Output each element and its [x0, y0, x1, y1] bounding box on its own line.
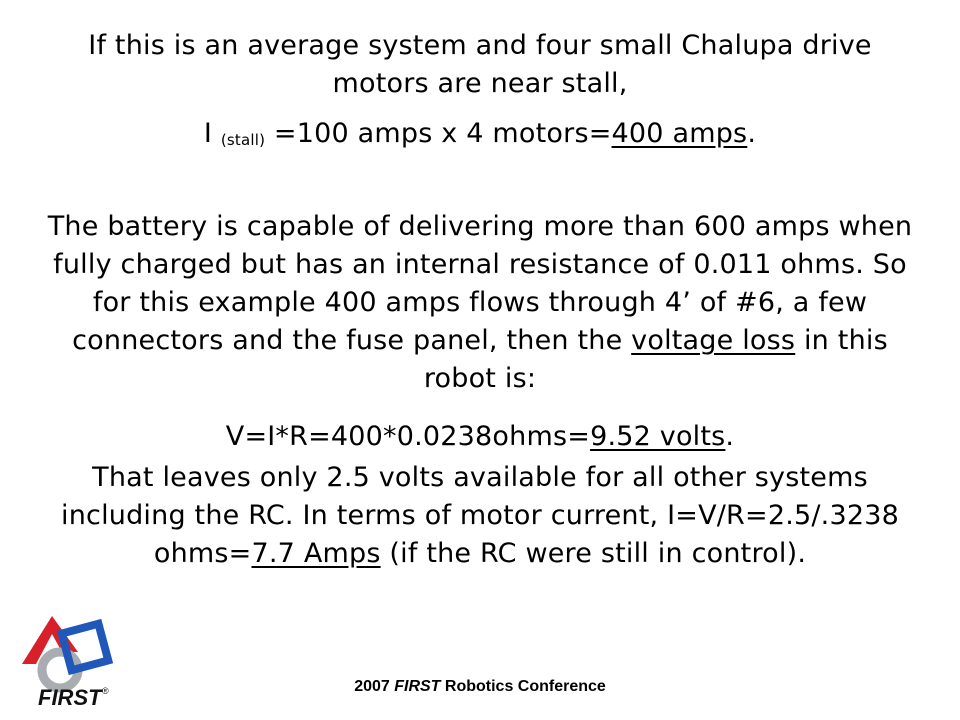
remaining-lead: That leaves only 2.5 volts available for all other systems including the RC. In terms of motor current, I=V/R=2.5/.3238 ohms=	[61, 462, 899, 569]
footer-conference	[0, 678, 960, 696]
logo-blue-square	[62, 624, 109, 671]
logo-registered-mark: ®	[102, 686, 109, 696]
stall-current-end: .	[747, 118, 757, 149]
stall-current-formula: =100 amps x 4 motors=	[265, 118, 612, 149]
voltage-formula-result: 9.52 volts	[590, 421, 726, 452]
remaining-end: (if the RC were still in control).	[380, 538, 807, 569]
paragraph-stall-current	[40, 115, 920, 159]
voltage-formula-lead: V=I*R=400*0.0238ohms=	[225, 421, 591, 452]
battery-text: The battery is capable of delivering more than 600 amps when fully charged but has an internal resistance of 0.011 ohms. So for this example 400 amps flows through 4’ of #6, a few connectors and the fuse panel, then the	[47, 211, 913, 356]
footer-brand: FIRST	[394, 678, 441, 695]
first-logo-icon	[10, 614, 140, 714]
voltage-formula-end: .	[725, 421, 735, 452]
paragraph-battery	[40, 208, 920, 398]
battery-end: in this robot is:	[423, 325, 888, 394]
intro-text: If this is an average system and four small Chalupa drive motors are near stall,	[88, 30, 872, 99]
voltage-loss-term: voltage loss	[631, 325, 796, 356]
stall-current-result: 400 amps	[611, 118, 748, 149]
paragraph-remaining-voltage	[40, 459, 920, 573]
paragraph-voltage-formula	[40, 418, 920, 456]
logo-wordmark: FIRST	[38, 685, 102, 710]
motor-current-result: 7.7 Amps	[251, 538, 381, 569]
footer-year: 2007	[354, 678, 395, 695]
footer-rest: Robotics Conference	[440, 678, 606, 695]
stall-current-lead: I	[203, 118, 221, 149]
stall-subscript: (stall)	[220, 131, 266, 149]
paragraph-intro	[40, 27, 920, 103]
